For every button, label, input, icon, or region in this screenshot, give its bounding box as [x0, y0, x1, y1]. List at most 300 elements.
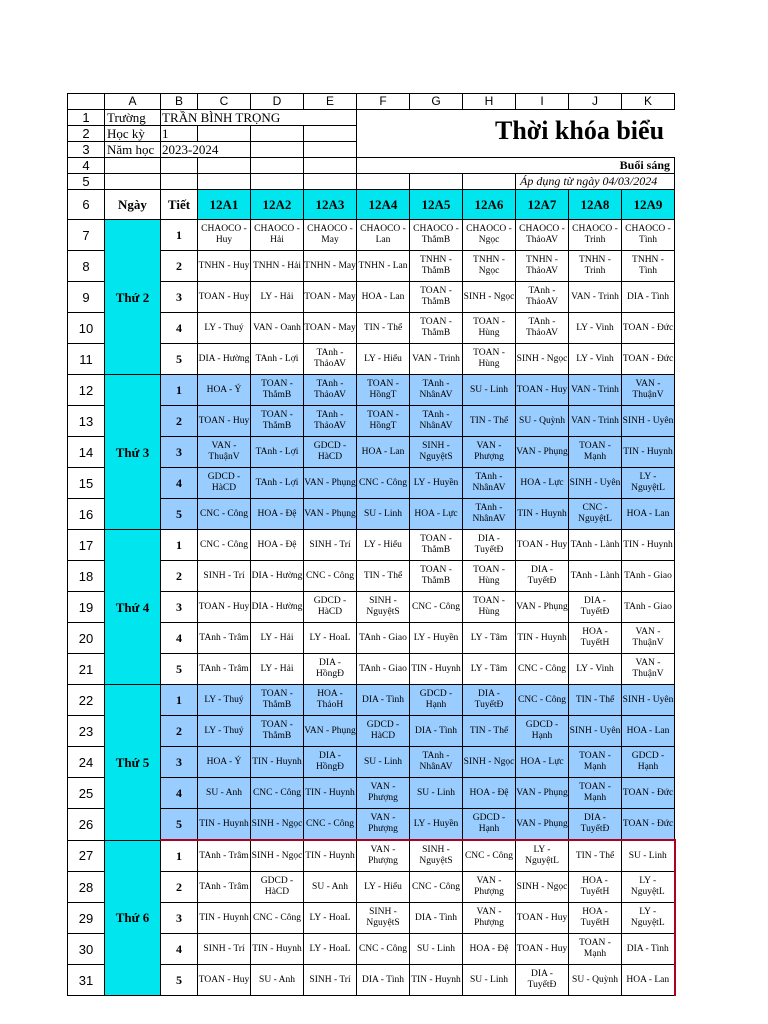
timetable-cell[interactable]: TOAN - ThắmB	[410, 530, 463, 561]
timetable-cell[interactable]: DIA - Tình	[357, 685, 410, 716]
timetable-cell[interactable]: TOAN - Đức	[622, 344, 675, 375]
row-number[interactable]: 1	[68, 110, 105, 126]
timetable-cell[interactable]: TAnh - ThảoAV	[516, 282, 569, 313]
timetable-cell[interactable]: HOA - Lan	[622, 716, 675, 747]
timetable-cell[interactable]: LY - NguyệtL	[622, 903, 675, 934]
timetable-cell[interactable]: SINH - Uyên	[569, 468, 622, 499]
timetable-cell[interactable]: SU - Linh	[357, 499, 410, 530]
day-name[interactable]: Thứ 6	[105, 840, 161, 996]
row-number[interactable]: 21	[68, 654, 105, 685]
empty-cell[interactable]	[410, 174, 463, 190]
timetable-cell[interactable]: DIA - Tình	[410, 903, 463, 934]
timetable-cell[interactable]: HOA - Lan	[622, 499, 675, 530]
row-number[interactable]: 18	[68, 561, 105, 592]
timetable-cell[interactable]: SINH - Ngọc	[251, 809, 304, 841]
timetable-cell[interactable]: TNHN - ThảoAV	[516, 251, 569, 282]
timetable-cell[interactable]: TAnh - Trâm	[198, 654, 251, 685]
timetable-cell[interactable]: VAN - Trinh	[569, 282, 622, 313]
row-number[interactable]: 7	[68, 220, 105, 251]
row-number[interactable]: 20	[68, 623, 105, 654]
column-header-E[interactable]: E	[304, 94, 357, 110]
empty-cell[interactable]	[357, 174, 410, 190]
timetable-cell[interactable]: LY - Hiểu	[357, 344, 410, 375]
empty-cell[interactable]	[251, 142, 304, 158]
timetable-cell[interactable]: SINH - NguyệtS	[410, 840, 463, 872]
timetable-cell[interactable]: TIN - Thể	[357, 313, 410, 344]
timetable-cell[interactable]: TIN - Thể	[463, 716, 516, 747]
timetable-cell[interactable]: SU - Anh	[198, 778, 251, 809]
timetable-cell[interactable]: DIA - Tình	[410, 716, 463, 747]
semester-label[interactable]: Học kỳ	[105, 126, 161, 142]
timetable-cell[interactable]: SINH - Trí	[198, 561, 251, 592]
period-number[interactable]: 4	[161, 313, 198, 344]
timetable-cell[interactable]: TAnh - NhânAV	[410, 406, 463, 437]
empty-cell[interactable]	[304, 174, 357, 190]
row-number[interactable]: 19	[68, 592, 105, 623]
timetable-cell[interactable]: TAnh - Giao	[622, 592, 675, 623]
timetable-cell[interactable]: LY - Huyền	[410, 809, 463, 841]
timetable-cell[interactable]: LY - Tâm	[463, 623, 516, 654]
timetable-cell[interactable]: SU - Anh	[251, 965, 304, 996]
timetable-cell[interactable]: HOA - Đệ	[251, 530, 304, 561]
timetable-cell[interactable]: SU - Linh	[357, 747, 410, 778]
timetable-cell[interactable]: TIN - Huynh	[410, 654, 463, 685]
timetable-cell[interactable]: TAnh - Lành	[569, 530, 622, 561]
timetable-cell[interactable]: TIN - Huynh	[516, 623, 569, 654]
timetable-cell[interactable]: VAN - Phượng	[357, 809, 410, 841]
timetable-cell[interactable]: SINH - NguyệtS	[357, 903, 410, 934]
period-number[interactable]: 2	[161, 872, 198, 903]
timetable-cell[interactable]: HOA - ThảoH	[304, 685, 357, 716]
timetable-cell[interactable]: TOAN - Đức	[622, 778, 675, 809]
timetable-cell[interactable]: GDCD - Hạnh	[516, 716, 569, 747]
timetable-cell[interactable]: CHAOCO - Huy	[198, 220, 251, 251]
row-number[interactable]: 10	[68, 313, 105, 344]
timetable-cell[interactable]: DIA - HồngĐ	[304, 747, 357, 778]
timetable-cell[interactable]: GDCD - Hạnh	[463, 809, 516, 841]
timetable-cell[interactable]: VAN - Trinh	[569, 375, 622, 406]
timetable-cell[interactable]: TNHN - Ngọc	[463, 251, 516, 282]
period-number[interactable]: 5	[161, 654, 198, 685]
column-header-B[interactable]: B	[161, 94, 198, 110]
empty-cell[interactable]	[463, 174, 516, 190]
timetable-cell[interactable]: GDCD - Hạnh	[410, 685, 463, 716]
timetable-cell[interactable]: GDCD - HàCD	[251, 872, 304, 903]
row-number[interactable]: 13	[68, 406, 105, 437]
timetable-cell[interactable]: TIN - Huynh	[622, 530, 675, 561]
timetable-cell[interactable]: CNC - Công	[463, 840, 516, 872]
timetable-cell[interactable]: HOA - Lan	[357, 282, 410, 313]
applies-from-label[interactable]: Áp dụng từ ngày 04/03/2024	[516, 174, 675, 190]
title-cell[interactable]	[357, 110, 675, 158]
timetable-cell[interactable]: DIA - TuyếtĐ	[569, 592, 622, 623]
timetable-cell[interactable]: TOAN - Huy	[198, 282, 251, 313]
timetable-cell[interactable]: TAnh - ThảoAV	[516, 313, 569, 344]
timetable-cell[interactable]: DIA - Hường	[198, 344, 251, 375]
timetable-cell[interactable]: DIA - TuyếtĐ	[463, 530, 516, 561]
timetable-cell[interactable]: LY - Vinh	[569, 654, 622, 685]
session-label[interactable]: Buổi sáng	[357, 158, 675, 174]
timetable-cell[interactable]: TOAN - May	[304, 313, 357, 344]
timetable-cell[interactable]: TAnh - Trâm	[198, 840, 251, 872]
row-number[interactable]: 24	[68, 747, 105, 778]
timetable-cell[interactable]: TAnh - Giao	[357, 623, 410, 654]
timetable-cell[interactable]: LY - Hải	[251, 282, 304, 313]
column-header-F[interactable]: F	[357, 94, 410, 110]
school-label[interactable]: Trường	[105, 110, 161, 126]
timetable-cell[interactable]: TOAN - HồngT	[357, 375, 410, 406]
period-number[interactable]: 5	[161, 965, 198, 996]
period-number[interactable]: 1	[161, 220, 198, 251]
timetable-cell[interactable]: DIA - Tình	[357, 965, 410, 996]
timetable-cell[interactable]: TAnh - Lợi	[251, 437, 304, 468]
class-header[interactable]: 12A8	[569, 190, 622, 220]
period-number[interactable]: 2	[161, 716, 198, 747]
day-name[interactable]: Thứ 2	[105, 220, 161, 375]
timetable-cell[interactable]: LY - Huyền	[410, 468, 463, 499]
empty-cell[interactable]	[161, 174, 198, 190]
timetable-cell[interactable]: LY - Thuý	[198, 313, 251, 344]
row-number[interactable]: 30	[68, 934, 105, 965]
column-header-G[interactable]: G	[410, 94, 463, 110]
timetable-cell[interactable]: HOA - Đệ	[463, 778, 516, 809]
row-number[interactable]: 26	[68, 809, 105, 841]
year-label[interactable]: Năm học	[105, 142, 161, 158]
period-number[interactable]: 4	[161, 468, 198, 499]
timetable-cell[interactable]: LY - Huyền	[410, 623, 463, 654]
row-number[interactable]: 11	[68, 344, 105, 375]
corner-cell[interactable]	[68, 94, 105, 110]
timetable-cell[interactable]: LY - Hải	[251, 623, 304, 654]
timetable-cell[interactable]: VAN - ThuậnV	[622, 654, 675, 685]
timetable-cell[interactable]: TOAN - ThắmB	[251, 406, 304, 437]
timetable-cell[interactable]: TNHN - Tình	[622, 251, 675, 282]
timetable-cell[interactable]: TOAN - Hùng	[463, 592, 516, 623]
period-number[interactable]: 1	[161, 685, 198, 716]
period-number[interactable]: 3	[161, 903, 198, 934]
timetable-cell[interactable]: TAnh - ThảoAV	[304, 344, 357, 375]
row-number[interactable]: 23	[68, 716, 105, 747]
timetable-cell[interactable]: DIA - TuyếtĐ	[569, 809, 622, 841]
empty-cell[interactable]	[251, 174, 304, 190]
timetable-cell[interactable]: CNC - Công	[198, 499, 251, 530]
timetable-cell[interactable]: DIA - TuyếtĐ	[463, 685, 516, 716]
timetable-cell[interactable]: VAN - Phượng	[357, 840, 410, 872]
day-name[interactable]: Thứ 3	[105, 375, 161, 530]
timetable-cell[interactable]: VAN - Phụng	[516, 437, 569, 468]
empty-cell[interactable]	[105, 158, 161, 174]
timetable-cell[interactable]: VAN - Phụng	[304, 499, 357, 530]
timetable-cell[interactable]: SINH - Ngọc	[516, 872, 569, 903]
timetable-cell[interactable]: CNC - Công	[516, 685, 569, 716]
timetable-cell[interactable]: CNC - Công	[516, 654, 569, 685]
timetable-cell[interactable]: TIN - Huynh	[304, 778, 357, 809]
timetable-cell[interactable]: CHAOCO - Tình	[622, 220, 675, 251]
timetable-cell[interactable]: CHAOCO - Lan	[357, 220, 410, 251]
timetable-cell[interactable]: HOA - Lực	[410, 499, 463, 530]
row-number[interactable]: 9	[68, 282, 105, 313]
column-header-H[interactable]: H	[463, 94, 516, 110]
timetable-cell[interactable]: CHAOCO - ThắmB	[410, 220, 463, 251]
empty-cell[interactable]	[161, 158, 198, 174]
period-number[interactable]: 5	[161, 809, 198, 841]
row-number[interactable]: 29	[68, 903, 105, 934]
timetable-cell[interactable]: TNHN - Hải	[251, 251, 304, 282]
timetable-cell[interactable]: SINH - Ngọc	[516, 344, 569, 375]
timetable-cell[interactable]: TOAN - ThắmB	[251, 375, 304, 406]
timetable-cell[interactable]: SINH - Trí	[304, 965, 357, 996]
timetable-cell[interactable]: DIA - HồngĐ	[304, 654, 357, 685]
timetable-cell[interactable]: SINH - Uyên	[569, 716, 622, 747]
timetable-cell[interactable]: TOAN - Mạnh	[569, 778, 622, 809]
timetable-cell[interactable]: TOAN - Mạnh	[569, 934, 622, 965]
timetable-cell[interactable]: VAN - Trinh	[410, 344, 463, 375]
empty-cell[interactable]	[304, 158, 357, 174]
timetable-cell[interactable]: VAN - Phượng	[357, 778, 410, 809]
period-number[interactable]: 3	[161, 437, 198, 468]
timetable-cell[interactable]: TNHN - May	[304, 251, 357, 282]
timetable-cell[interactable]: TOAN - Huy	[516, 530, 569, 561]
row-number[interactable]: 3	[68, 142, 105, 158]
year-value[interactable]: 2023-2024	[161, 142, 251, 158]
timetable-cell[interactable]: DIA - Tình	[622, 934, 675, 965]
class-header[interactable]: 12A1	[198, 190, 251, 220]
timetable-cell[interactable]: TOAN - Huy	[516, 903, 569, 934]
period-number[interactable]: 5	[161, 499, 198, 530]
timetable-cell[interactable]: TNHN - ThắmB	[410, 251, 463, 282]
day-name[interactable]: Thứ 4	[105, 530, 161, 685]
timetable-cell[interactable]: VAN - Phụng	[304, 468, 357, 499]
timetable-cell[interactable]: CHAOCO - Hải	[251, 220, 304, 251]
period-number[interactable]: 3	[161, 747, 198, 778]
timetable-cell[interactable]: HOA - TuyếtH	[569, 903, 622, 934]
row-number[interactable]: 5	[68, 174, 105, 190]
timetable-cell[interactable]: TOAN - May	[304, 282, 357, 313]
timetable-cell[interactable]: HOA - Lực	[516, 747, 569, 778]
timetable-cell[interactable]: TNHN - Lan	[357, 251, 410, 282]
timetable-cell[interactable]: LY - NguyệtL	[516, 840, 569, 872]
timetable-cell[interactable]: CHAOCO - Ngọc	[463, 220, 516, 251]
timetable-cell[interactable]: TIN - Thể	[357, 561, 410, 592]
timetable-cell[interactable]: LY - Tâm	[463, 654, 516, 685]
timetable-cell[interactable]: TIN - Huynh	[251, 747, 304, 778]
timetable-cell[interactable]: TOAN - ThắmB	[410, 313, 463, 344]
row-number[interactable]: 31	[68, 965, 105, 996]
timetable-cell[interactable]: SU - Linh	[410, 934, 463, 965]
timetable-cell[interactable]: DIA - Hường	[251, 592, 304, 623]
timetable-cell[interactable]: SINH - Ngọc	[463, 747, 516, 778]
row-number[interactable]: 22	[68, 685, 105, 716]
timetable-cell[interactable]: CNC - Công	[410, 872, 463, 903]
timetable-cell[interactable]: TOAN - Hùng	[463, 344, 516, 375]
class-header[interactable]: 12A9	[622, 190, 675, 220]
timetable-cell[interactable]: LY - HoaL	[304, 934, 357, 965]
timetable-cell[interactable]: HOA - Đệ	[463, 934, 516, 965]
empty-cell[interactable]	[304, 142, 357, 158]
timetable-cell[interactable]: TOAN - Mạnh	[569, 437, 622, 468]
timetable-cell[interactable]: GDCD - HàCD	[357, 716, 410, 747]
timetable-cell[interactable]: CNC - Công	[357, 468, 410, 499]
timetable-cell[interactable]: VAN - Phụng	[516, 778, 569, 809]
timetable-cell[interactable]: TIN - Thể	[463, 406, 516, 437]
timetable-cell[interactable]: CHAOCO - May	[304, 220, 357, 251]
timetable-cell[interactable]: VAN - ThuậnV	[622, 623, 675, 654]
timetable-cell[interactable]: TOAN - Huy	[516, 375, 569, 406]
empty-cell[interactable]	[251, 158, 304, 174]
timetable-cell[interactable]: TAnh - ThảoAV	[304, 406, 357, 437]
period-number[interactable]: 3	[161, 282, 198, 313]
timetable-cell[interactable]: SU - Anh	[304, 872, 357, 903]
timetable-cell[interactable]: TOAN - Hùng	[463, 561, 516, 592]
timetable-cell[interactable]: TAnh - NhânAV	[410, 375, 463, 406]
timetable-cell[interactable]: LY - NguyệtL	[622, 468, 675, 499]
timetable-cell[interactable]: LY - NguyệtL	[622, 872, 675, 903]
timetable-cell[interactable]: TIN - Huynh	[304, 840, 357, 872]
timetable-cell[interactable]: TAnh - Trâm	[198, 623, 251, 654]
timetable-cell[interactable]: VAN - Phượng	[463, 872, 516, 903]
timetable-cell[interactable]: SINH - Trí	[198, 934, 251, 965]
timetable-cell[interactable]: LY - Thuý	[198, 685, 251, 716]
class-header[interactable]: 12A2	[251, 190, 304, 220]
timetable-cell[interactable]: SINH - NguyệtS	[410, 437, 463, 468]
class-header[interactable]: 12A4	[357, 190, 410, 220]
timetable-cell[interactable]: HOA - Lan	[622, 965, 675, 996]
timetable-cell[interactable]: CHAOCO - Trinh	[569, 220, 622, 251]
timetable-cell[interactable]: TAnh - NhânAV	[463, 499, 516, 530]
class-header[interactable]: 12A6	[463, 190, 516, 220]
empty-cell[interactable]	[105, 174, 161, 190]
day-header[interactable]: Ngày	[105, 190, 161, 220]
timetable-cell[interactable]: SU - Linh	[463, 375, 516, 406]
column-header-J[interactable]: J	[569, 94, 622, 110]
class-header[interactable]: 12A7	[516, 190, 569, 220]
row-number[interactable]: 27	[68, 840, 105, 872]
timetable-cell[interactable]: CNC - NguyệtL	[569, 499, 622, 530]
timetable-cell[interactable]: GDCD - HàCD	[304, 592, 357, 623]
timetable-cell[interactable]: TOAN - Huy	[198, 965, 251, 996]
column-header-K[interactable]: K	[622, 94, 675, 110]
timetable-cell[interactable]: SU - Quỳnh	[569, 965, 622, 996]
timetable-cell[interactable]: VAN - Trinh	[569, 406, 622, 437]
period-number[interactable]: 2	[161, 251, 198, 282]
timetable-cell[interactable]: HOA - Ý	[198, 747, 251, 778]
timetable-cell[interactable]: GDCD - HàCD	[304, 437, 357, 468]
period-number[interactable]: 2	[161, 406, 198, 437]
row-number[interactable]: 28	[68, 872, 105, 903]
timetable-cell[interactable]: HOA - TuyếtH	[569, 623, 622, 654]
timetable-cell[interactable]: SU - Linh	[463, 965, 516, 996]
timetable-cell[interactable]: VAN - Phượng	[463, 903, 516, 934]
timetable-cell[interactable]: TOAN - Hùng	[463, 313, 516, 344]
timetable-cell[interactable]: TNHN - Trinh	[569, 251, 622, 282]
timetable-cell[interactable]: LY - HoaL	[304, 903, 357, 934]
timetable-cell[interactable]: VAN - Phụng	[304, 716, 357, 747]
timetable-cell[interactable]: SINH - Ngọc	[463, 282, 516, 313]
timetable-cell[interactable]: TAnh - NhânAV	[410, 747, 463, 778]
timetable-cell[interactable]: TOAN - ThắmB	[410, 282, 463, 313]
timetable-cell[interactable]: DIA - TuyếtĐ	[516, 561, 569, 592]
period-number[interactable]: 4	[161, 623, 198, 654]
period-number[interactable]: 1	[161, 840, 198, 872]
column-header-A[interactable]: A	[105, 94, 161, 110]
empty-cell[interactable]	[198, 158, 251, 174]
timetable-cell[interactable]: TIN - Huynh	[198, 809, 251, 841]
empty-cell[interactable]	[251, 126, 304, 142]
empty-cell[interactable]	[198, 174, 251, 190]
timetable-cell[interactable]: TAnh - Lợi	[251, 344, 304, 375]
timetable-cell[interactable]: VAN - ThuậnV	[198, 437, 251, 468]
timetable-cell[interactable]: LY - Hiểu	[357, 872, 410, 903]
timetable-cell[interactable]: SU - Linh	[622, 840, 675, 872]
timetable-cell[interactable]: VAN - Phụng	[516, 592, 569, 623]
timetable-cell[interactable]: CNC - Công	[304, 809, 357, 841]
row-number[interactable]: 17	[68, 530, 105, 561]
timetable-cell[interactable]: TAnh - NhânAV	[463, 468, 516, 499]
timetable-cell[interactable]: LY - Hải	[251, 654, 304, 685]
row-number[interactable]: 14	[68, 437, 105, 468]
timetable-cell[interactable]: TIN - Thể	[569, 840, 622, 872]
timetable-cell[interactable]: CNC - Công	[198, 530, 251, 561]
timetable-cell[interactable]: LY - Vinh	[569, 313, 622, 344]
timetable-cell[interactable]: HOA - Lan	[357, 437, 410, 468]
timetable-cell[interactable]: TIN - Huynh	[622, 437, 675, 468]
timetable-cell[interactable]: CNC - Công	[357, 934, 410, 965]
timetable-cell[interactable]: TOAN - ThắmB	[251, 716, 304, 747]
timetable-cell[interactable]: LY - Vinh	[569, 344, 622, 375]
timetable-cell[interactable]: DIA - Tình	[622, 282, 675, 313]
row-number[interactable]: 6	[68, 190, 105, 220]
timetable-cell[interactable]: SU - Linh	[410, 778, 463, 809]
timetable-cell[interactable]: TAnh - Trâm	[198, 872, 251, 903]
timetable-cell[interactable]: SINH - NguyệtS	[357, 592, 410, 623]
period-number[interactable]: 1	[161, 530, 198, 561]
row-number[interactable]: 15	[68, 468, 105, 499]
timetable-cell[interactable]: LY - Thuý	[198, 716, 251, 747]
timetable-cell[interactable]: TIN - Thể	[569, 685, 622, 716]
class-header[interactable]: 12A3	[304, 190, 357, 220]
timetable-cell[interactable]: CNC - Công	[251, 778, 304, 809]
period-number[interactable]: 4	[161, 934, 198, 965]
period-number[interactable]: 2	[161, 561, 198, 592]
timetable-cell[interactable]: TAnh - Lợi	[251, 468, 304, 499]
timetable-cell[interactable]: TOAN - HồngT	[357, 406, 410, 437]
school-value[interactable]: TRẦN BÌNH TRỌNG	[161, 110, 357, 126]
column-header-D[interactable]: D	[251, 94, 304, 110]
row-number[interactable]: 16	[68, 499, 105, 530]
timetable-cell[interactable]: TIN - Huynh	[251, 934, 304, 965]
empty-cell[interactable]	[304, 126, 357, 142]
timetable-cell[interactable]: TAnh - Giao	[622, 561, 675, 592]
row-number[interactable]: 25	[68, 778, 105, 809]
timetable-cell[interactable]: VAN - Phụng	[516, 809, 569, 841]
timetable-cell[interactable]: DIA - Hường	[251, 561, 304, 592]
column-header-I[interactable]: I	[516, 94, 569, 110]
timetable-cell[interactable]: CHAOCO - ThảoAV	[516, 220, 569, 251]
row-number[interactable]: 12	[68, 375, 105, 406]
timetable-cell[interactable]: VAN - Oanh	[251, 313, 304, 344]
timetable-cell[interactable]: VAN - Phượng	[463, 437, 516, 468]
timetable-cell[interactable]: HOA - Ý	[198, 375, 251, 406]
timetable-cell[interactable]: TAnh - Giao	[357, 654, 410, 685]
timetable-cell[interactable]: TOAN - Đức	[622, 313, 675, 344]
timetable-cell[interactable]: TOAN - Đức	[622, 809, 675, 841]
timetable-cell[interactable]: GDCD - Hạnh	[622, 747, 675, 778]
row-number[interactable]: 8	[68, 251, 105, 282]
timetable-cell[interactable]: LY - Hiểu	[357, 530, 410, 561]
timetable-cell[interactable]: TIN - Huynh	[410, 965, 463, 996]
timetable-cell[interactable]: HOA - Lực	[516, 468, 569, 499]
timetable-cell[interactable]: TOAN - ThắmB	[410, 561, 463, 592]
